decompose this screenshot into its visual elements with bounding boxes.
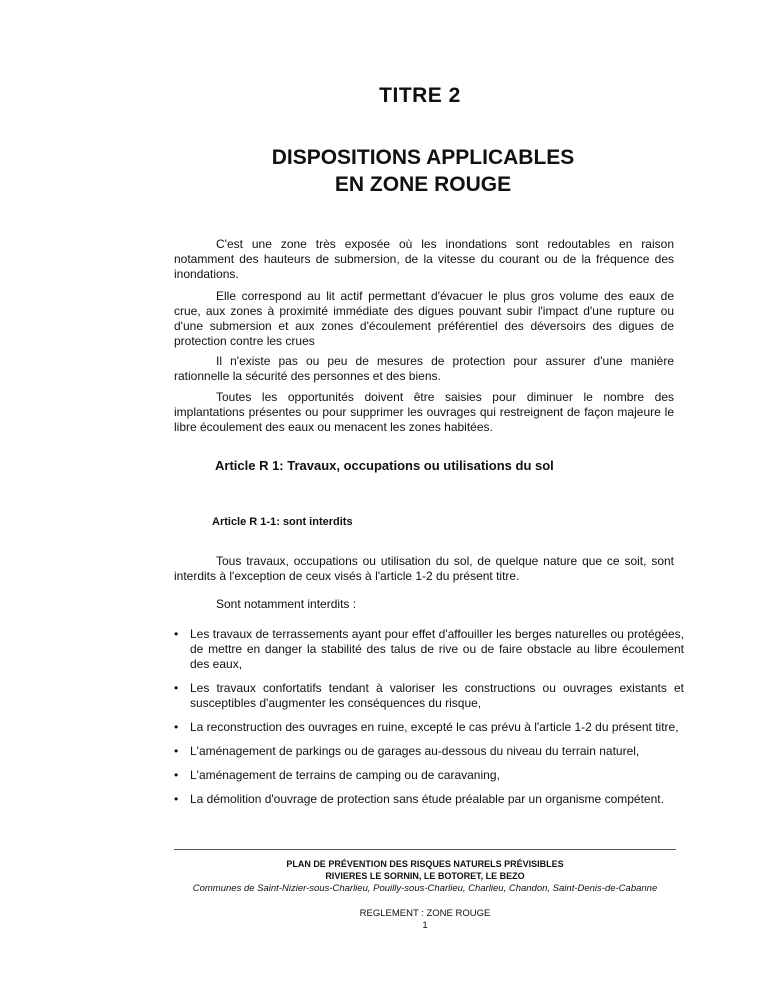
list-item-text: La reconstruction des ouvrages en ruine, excepté le cas prévu à l'article 1-2 du présent titre, (190, 720, 679, 734)
bullet-icon: • (174, 720, 179, 734)
paragraph-notamment: Sont notamment interdits : (216, 597, 357, 611)
bullet-icon: • (174, 768, 179, 782)
footer-communes: Communes de Saint-Nizier-sous-Charlieu, Pouilly-sous-Charlieu, Charlieu, Chandon, Saint-Denis-de-Cabanne (192, 883, 658, 894)
paragraph-opportunites: Toutes les opportunités doivent être saisies pour diminuer le nombre des implantations présentes ou pour supprimer les ouvrages qui restreignent de façon majeure le libre écoulement des eaux ou menacent les zones habitées. (174, 390, 674, 434)
title-number: TITRE 2 (379, 84, 461, 107)
footer-reglement: REGLEMENT : ZONE ROUGE (359, 908, 491, 919)
bullet-icon: • (174, 627, 179, 641)
page-title-line-1: DISPOSITIONS APPLICABLES (271, 146, 575, 169)
list-item-text: Les travaux confortatifs tendant à valoriser les constructions ou ouvrages existants et susceptibles d'augmenter les conséquences du risque, (190, 681, 684, 710)
prohibited-list (174, 627, 684, 816)
list-item-text: Les travaux de terrassements ayant pour effet d'affouiller les berges naturelles ou protégées, de mettre en danger la stabilité des talus de rive ou de faire obstacle au libre écoulement des eaux, (190, 627, 684, 671)
bullet-icon: • (174, 744, 179, 758)
list-item (174, 627, 684, 672)
list-item (174, 744, 684, 759)
article-subheading: Article R 1-1: sont interdits (212, 516, 353, 528)
page-number: 1 (422, 920, 428, 931)
footer-divider (174, 849, 676, 850)
list-item (174, 768, 684, 783)
page-title-line-2: EN ZONE ROUGE (334, 173, 512, 196)
paragraph-interdits: Tous travaux, occupations ou utilisation du sol, de quelque nature que ce soit, sont interdits à l'exception de ceux visés à l'article 1-2 du présent titre. (174, 554, 674, 583)
page-footer (174, 858, 676, 932)
list-item (174, 792, 684, 807)
list-item-text: L'aménagement de parkings ou de garages au-dessous du niveau du terrain naturel, (190, 744, 640, 758)
page-title (0, 144, 768, 198)
bullet-icon: • (174, 792, 179, 806)
paragraph-protection: Il n'existe pas ou peu de mesures de protection pour assurer d'une manière rationnelle la sécurité des personnes et des biens. (174, 354, 674, 383)
paragraph-zone-description: C'est une zone très exposée où les inondations sont redoutables en raison notamment des hauteurs de submersion, de la vitesse du courant ou de la fréquence des inondations. (174, 237, 674, 281)
list-item (174, 681, 684, 711)
footer-rivers: RIVIERES LE SORNIN, LE BOTORET, LE BEZO (325, 871, 525, 881)
list-item-text: L'aménagement de terrains de camping ou de caravaning, (190, 768, 500, 782)
list-item (174, 720, 684, 735)
footer-plan-title: PLAN DE PRÉVENTION DES RISQUES NATURELS PRÉVISIBLES (286, 859, 564, 869)
list-item-text: La démolition d'ouvrage de protection sans étude préalable par un organisme compétent. (190, 792, 664, 806)
bullet-icon: • (174, 681, 179, 695)
paragraph-lit-actif: Elle correspond au lit actif permettant d'évacuer le plus gros volume des eaux de crue, aux zones à proximité immédiate des digues pouvant subir l'impact d'une rupture ou d'une submersion et aux zones d'écoulement préférentiel des déversoirs des digues de protection contre les crues (174, 289, 674, 348)
article-heading: Article R 1: Travaux, occupations ou utilisations du sol (215, 458, 554, 473)
